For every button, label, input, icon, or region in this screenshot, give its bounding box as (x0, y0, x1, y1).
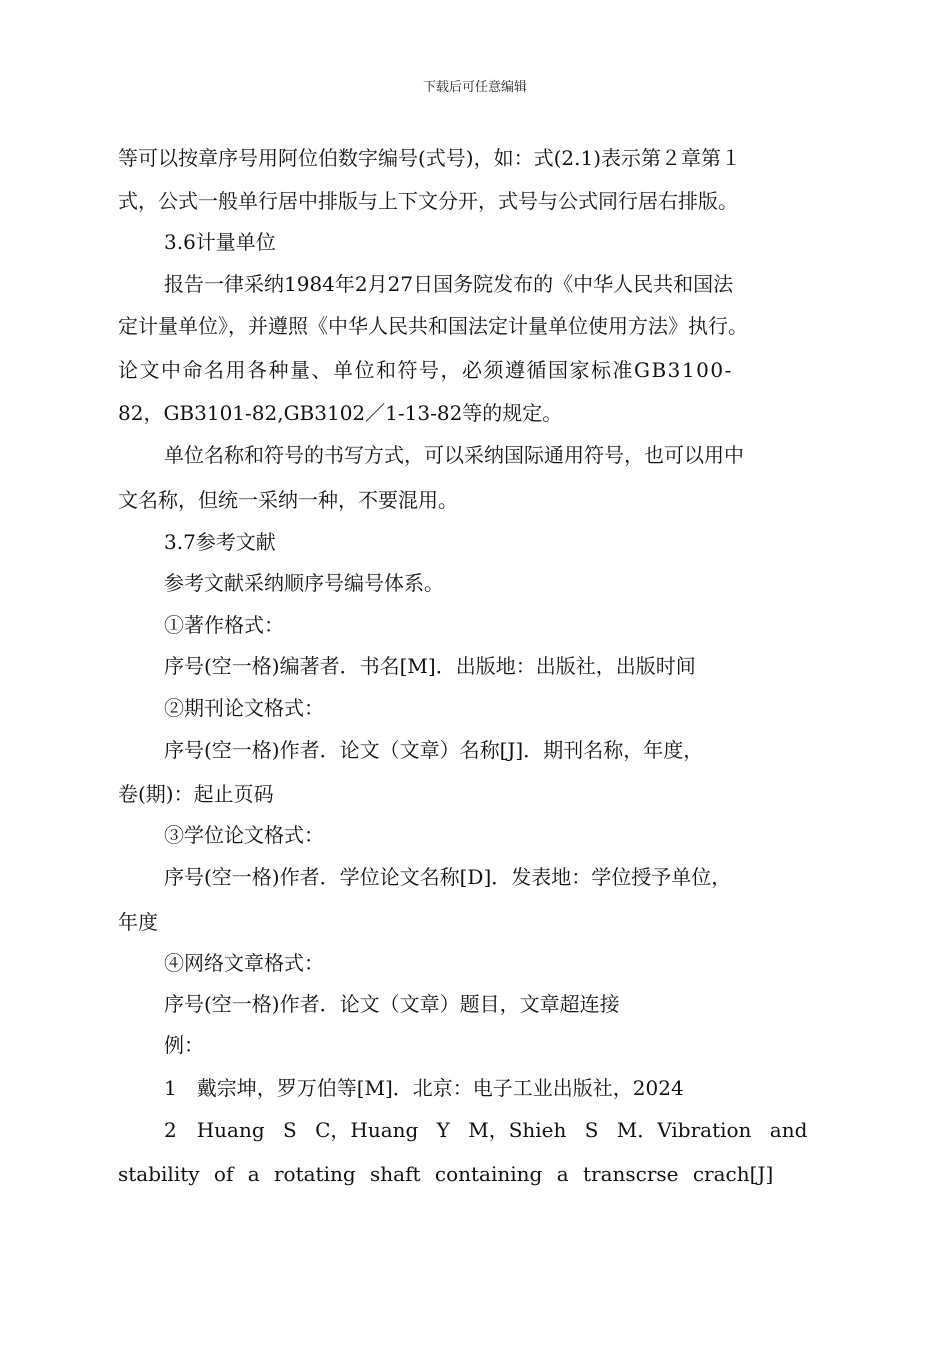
reference-entry: stability of a rotating shaft containing a transcrse crach[J] (118, 1162, 774, 1186)
format-label: ②期刊论文格式： (164, 696, 324, 720)
paragraph-line: 文名称，但统一采纳一种，不要混用。 (118, 488, 458, 512)
section-heading: 3.7参考文献 (164, 530, 276, 554)
page-header: 下载后可任意编辑 (422, 80, 527, 95)
format-label: ④网络文章格式： (164, 951, 324, 975)
format-template: 序号(空一格)作者．论文（文章）名称[J]．期刊名称，年度， (164, 738, 704, 762)
format-template: 序号(空一格)编著者．书名[M]．出版地：出版社，出版时间 (164, 654, 696, 678)
paragraph-line: 定计量单位》，并遵照《中华人民共和国法定计量单位使用方法》执行。 (118, 314, 748, 338)
format-template: 序号(空一格)作者．论文（文章）题目，文章超连接 (164, 992, 620, 1016)
format-label: ③学位论文格式： (164, 823, 324, 847)
section-heading: 3.6计量单位 (164, 230, 276, 254)
example-label: 例： (164, 1033, 204, 1057)
format-template: 卷(期)：起止页码 (118, 782, 274, 806)
format-template: 序号(空一格)作者．学位论文名称[D]．发表地：学位授予单位， (164, 865, 732, 889)
paragraph-line: 式，公式一般单行居中排版与上下文分开，式号与公式同行居右排版。 (118, 189, 738, 213)
paragraph-line: 论文中命名用各种量、单位和符号，必须遵循国家标准GB3100- (118, 358, 733, 382)
paragraph-line: 报告一律采纳1984年2月27日国务院发布的《中华人民共和国法 (164, 272, 734, 296)
reference-entry: 1 戴宗坤，罗万伯等[M]．北京：电子工业出版社，2024 (164, 1076, 684, 1100)
paragraph-line: 参考文献采纳顺序号编号体系。 (164, 571, 444, 595)
reference-entry: 2 Huang S C，Huang Y M，Shieh S M．Vibration and (164, 1118, 808, 1142)
format-template: 年度 (118, 910, 158, 934)
paragraph-line: 单位名称和符号的书写方式，可以采纳国际通用符号，也可以用中 (164, 443, 744, 467)
paragraph-line: 82，GB3101-82,GB3102／1-13-82等的规定。 (118, 401, 563, 425)
format-label: ①著作格式： (164, 613, 284, 637)
paragraph-line: 等可以按章序号用阿位伯数字编号(式号)，如：式(2.1)表示第２章第１ (118, 146, 742, 170)
